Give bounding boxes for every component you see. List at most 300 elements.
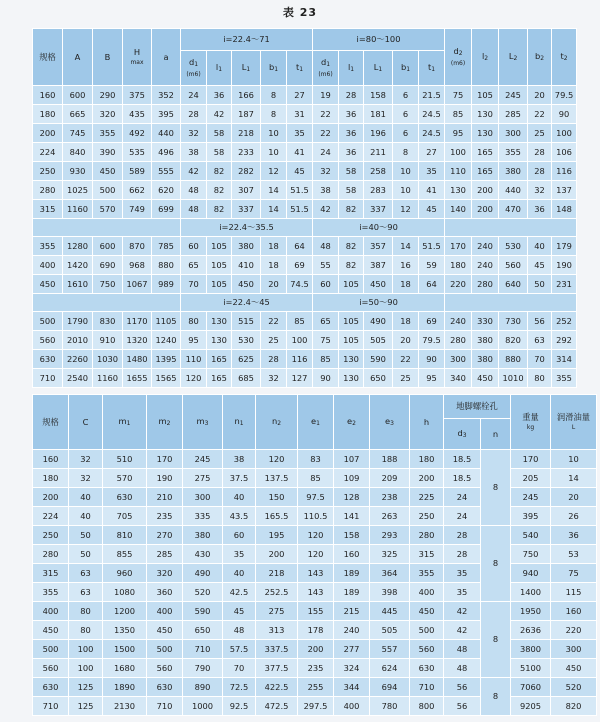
table-cell: 315 <box>33 564 69 583</box>
table-cell: 557 <box>370 640 410 659</box>
table-cell: 989 <box>152 275 181 294</box>
header2-e1: e1 <box>298 395 334 450</box>
table-cell: 380 <box>232 237 261 256</box>
table-cell: 120 <box>181 369 207 388</box>
table-cell: 8 <box>261 105 287 124</box>
table-cell: 32 <box>69 469 103 488</box>
table-cell: 238 <box>370 488 410 507</box>
header2-oil: 润滑油量 L <box>551 395 597 450</box>
table-row <box>33 545 597 564</box>
table-cell: 283 <box>364 181 393 200</box>
table-cell: 710 <box>147 697 183 716</box>
table-cell: 314 <box>552 350 577 369</box>
table-cell: 1610 <box>63 275 93 294</box>
table-cell: 290 <box>93 86 123 105</box>
table-cell: 258 <box>364 162 393 181</box>
table-cell: 960 <box>103 564 147 583</box>
table-cell: 37.5 <box>223 469 256 488</box>
table-cell: 662 <box>123 181 152 200</box>
table-cell: 38 <box>313 181 339 200</box>
table-cell: 75 <box>445 86 472 105</box>
table-cell: 189 <box>334 564 370 583</box>
table-cell: 530 <box>499 237 528 256</box>
table-cell: 58 <box>207 143 232 162</box>
table-cell: 8 <box>261 86 287 105</box>
table-cell: 85 <box>445 105 472 124</box>
table-cell: 1080 <box>103 583 147 602</box>
table-cell: 150 <box>256 488 298 507</box>
table-cell: 178 <box>298 621 334 640</box>
table-cell: 1160 <box>63 200 93 219</box>
table-row <box>33 488 597 507</box>
table-cell: 590 <box>364 350 393 369</box>
table-cell: 492 <box>123 124 152 143</box>
table-cell: 780 <box>370 697 410 716</box>
table-cell: 115 <box>551 583 597 602</box>
table-cell: 515 <box>232 312 261 331</box>
table-cell: 250 <box>33 526 69 545</box>
table-cell: 472.5 <box>256 697 298 716</box>
table-cell: 1200 <box>103 602 147 621</box>
table-cell: 55 <box>313 256 339 275</box>
table-cell: 355 <box>499 143 528 162</box>
table-cell: 24 <box>444 488 481 507</box>
table-cell: 430 <box>183 545 223 564</box>
table-cell: 105 <box>207 237 232 256</box>
table-cell: 750 <box>93 275 123 294</box>
table-cell: 400 <box>334 697 370 716</box>
table-row <box>33 275 577 294</box>
table-cell: 24.5 <box>419 124 445 143</box>
header-A: A <box>63 29 93 86</box>
table-cell: 335 <box>183 507 223 526</box>
table-cell: 210 <box>147 488 183 507</box>
header-L2: L2 <box>499 29 528 86</box>
table-cell: 165 <box>207 369 232 388</box>
table-cell: 1950 <box>511 602 551 621</box>
band-spacer <box>33 294 181 312</box>
table-cell: 355 <box>93 124 123 143</box>
table-cell: 1025 <box>63 181 93 200</box>
table-cell: 56 <box>444 678 481 697</box>
table-cell: 180 <box>410 450 444 469</box>
table-cell: 209 <box>370 469 410 488</box>
table-cell: 520 <box>551 678 597 697</box>
table-cell: 325 <box>370 545 410 564</box>
mounting-table <box>32 394 597 716</box>
table-cell: 35 <box>287 124 313 143</box>
table-cell: 10 <box>261 124 287 143</box>
table-cell: 200 <box>472 200 499 219</box>
table-cell: 85 <box>313 350 339 369</box>
table-cell: 35 <box>419 162 445 181</box>
table-cell: 710 <box>410 678 444 697</box>
table-cell: 344 <box>334 678 370 697</box>
table-cell: 300 <box>183 488 223 507</box>
table-cell: 357 <box>364 237 393 256</box>
table-cell: 395 <box>152 105 181 124</box>
table-cell: 180 <box>33 469 69 488</box>
table-cell: 130 <box>472 124 499 143</box>
table-cell: 245 <box>183 450 223 469</box>
table-cell: 570 <box>103 469 147 488</box>
table-cell: 45 <box>528 256 552 275</box>
table-cell: 820 <box>551 697 597 716</box>
table-cell: 275 <box>256 602 298 621</box>
table-row <box>33 469 597 488</box>
table-cell: 53 <box>551 545 597 564</box>
table-cell: 95 <box>445 124 472 143</box>
table-cell: 500 <box>33 312 63 331</box>
table-cell: 1420 <box>63 256 93 275</box>
table-cell: 560 <box>499 256 528 275</box>
table-cell: 195 <box>256 526 298 545</box>
table-cell: 125 <box>69 678 103 697</box>
table-cell: 181 <box>364 105 393 124</box>
table-cell: 2130 <box>103 697 147 716</box>
table-cell: 275 <box>183 469 223 488</box>
table-cell: 10 <box>393 181 419 200</box>
table-cell: 41 <box>419 181 445 200</box>
table-caption: 表 23 <box>282 6 318 19</box>
table-cell: 63 <box>69 583 103 602</box>
table-cell: 106 <box>552 143 577 162</box>
table-cell: 377.5 <box>256 659 298 678</box>
header-spec: 规格 <box>33 29 63 86</box>
table-cell: 215 <box>334 602 370 621</box>
table-cell: 292 <box>552 331 577 350</box>
table-cell: 25 <box>261 331 287 350</box>
table-cell: 600 <box>63 86 93 105</box>
table-cell: 12 <box>261 162 287 181</box>
table-cell: 1500 <box>103 640 147 659</box>
header-l1: l1 <box>207 51 232 86</box>
table-cell: 6 <box>393 105 419 124</box>
table-cell: 355 <box>33 237 63 256</box>
table-cell: 70 <box>181 275 207 294</box>
table-cell: 12 <box>393 200 419 219</box>
table-cell: 69 <box>287 256 313 275</box>
table-cell: 2260 <box>63 350 93 369</box>
table-cell: 28 <box>444 526 481 545</box>
table-cell: 165.5 <box>256 507 298 526</box>
table-row <box>33 143 577 162</box>
table-cell: 387 <box>364 256 393 275</box>
table-cell: 196 <box>364 124 393 143</box>
table-cell: 41 <box>287 143 313 162</box>
table-cell: 100 <box>287 331 313 350</box>
table-cell: 200 <box>33 488 69 507</box>
table-cell: 105 <box>472 86 499 105</box>
table-cell: 90 <box>419 350 445 369</box>
table-cell: 233 <box>232 143 261 162</box>
table-cell: 56 <box>528 312 552 331</box>
table-cell: 224 <box>33 143 63 162</box>
table-cell: 435 <box>123 105 152 124</box>
header-H: H max <box>123 29 152 86</box>
table-cell: 137.5 <box>256 469 298 488</box>
table-cell: 80 <box>69 621 103 640</box>
table-cell: 650 <box>364 369 393 388</box>
table-cell: 48 <box>444 659 481 678</box>
table-cell: 240 <box>472 237 499 256</box>
table-row <box>33 256 577 275</box>
table-cell: 810 <box>103 526 147 545</box>
table-cell: 27 <box>419 143 445 162</box>
table-cell: 50 <box>69 545 103 564</box>
table-cell: 205 <box>511 469 551 488</box>
table-cell: 410 <box>232 256 261 275</box>
table-cell: 280 <box>33 545 69 564</box>
header2-e3: e3 <box>370 395 410 450</box>
table-cell: 82 <box>339 200 364 219</box>
table-row <box>33 237 577 256</box>
header-group-ratio-1: i=22.4～71 <box>181 29 313 51</box>
table-cell: 36 <box>528 200 552 219</box>
header-d1: d1 (m6) <box>181 51 207 86</box>
table-cell: 158 <box>364 86 393 105</box>
mounting-table-body <box>33 450 597 716</box>
table-cell: 630 <box>103 488 147 507</box>
table-cell: 40 <box>69 507 103 526</box>
header2-bolt-hole: 地脚螺栓孔 <box>444 395 511 419</box>
table-cell: 880 <box>499 350 528 369</box>
table-cell: 105 <box>207 275 232 294</box>
table-cell: 355 <box>552 369 577 388</box>
table-cell: 22 <box>313 124 339 143</box>
table-cell: 130 <box>339 350 364 369</box>
bolt-count-cell: 8 <box>481 526 511 602</box>
table-cell: 890 <box>183 678 223 697</box>
header2-h: h <box>410 395 444 450</box>
table-cell: 92.5 <box>223 697 256 716</box>
table-cell: 95 <box>419 369 445 388</box>
table-cell: 200 <box>298 640 334 659</box>
table-cell: 840 <box>63 143 93 162</box>
table-cell: 42 <box>313 200 339 219</box>
table-cell: 100 <box>69 659 103 678</box>
table-cell: 97.5 <box>298 488 334 507</box>
table-cell: 910 <box>93 331 123 350</box>
table-cell: 105 <box>339 312 364 331</box>
header-a: a <box>152 29 181 86</box>
table-cell: 100 <box>445 143 472 162</box>
table-cell: 130 <box>207 312 232 331</box>
table-cell: 555 <box>152 162 181 181</box>
table-cell: 1890 <box>103 678 147 697</box>
table-row <box>33 621 597 640</box>
header2-e2: e2 <box>334 395 370 450</box>
table-cell: 120 <box>298 526 334 545</box>
table-cell: 630 <box>33 350 63 369</box>
table-cell: 6 <box>393 86 419 105</box>
table-cell: 224 <box>33 507 69 526</box>
table-cell: 170 <box>445 237 472 256</box>
table-row <box>33 602 597 621</box>
table-cell: 200 <box>410 469 444 488</box>
table-cell: 705 <box>103 507 147 526</box>
table-cell: 57.5 <box>223 640 256 659</box>
table-cell: 18 <box>393 312 419 331</box>
table-cell: 100 <box>552 124 577 143</box>
table-cell: 450 <box>410 602 444 621</box>
table-cell: 48 <box>181 181 207 200</box>
table-cell: 625 <box>232 350 261 369</box>
table-cell: 40 <box>223 488 256 507</box>
table-cell: 22 <box>261 312 287 331</box>
table-cell: 14 <box>393 237 419 256</box>
table-cell: 42 <box>181 162 207 181</box>
header-L1-b: L1 <box>364 51 393 86</box>
table-cell: 540 <box>511 526 551 545</box>
table-cell: 120 <box>256 450 298 469</box>
band-spacer-right <box>445 219 577 237</box>
table-cell: 130 <box>472 105 499 124</box>
table-cell: 128 <box>334 488 370 507</box>
band-label-a: i=22.4～45 <box>181 294 313 312</box>
table-cell: 500 <box>33 640 69 659</box>
table-cell: 307 <box>232 181 261 200</box>
table-row <box>33 526 597 545</box>
table-cell: 240 <box>334 621 370 640</box>
table-cell: 26 <box>551 507 597 526</box>
table-cell: 63 <box>528 331 552 350</box>
table-cell: 245 <box>511 488 551 507</box>
table-cell: 74.5 <box>287 275 313 294</box>
table-cell: 60 <box>223 526 256 545</box>
table-cell: 6 <box>393 124 419 143</box>
table-cell: 40 <box>223 564 256 583</box>
table-cell: 1240 <box>152 331 181 350</box>
table-cell: 855 <box>103 545 147 564</box>
table-cell: 1280 <box>63 237 93 256</box>
table-cell: 240 <box>445 312 472 331</box>
table-cell: 25 <box>393 369 419 388</box>
header2-n: n <box>481 419 511 450</box>
table-cell: 280 <box>410 526 444 545</box>
table-cell: 375 <box>123 86 152 105</box>
table-cell: 32 <box>69 450 103 469</box>
table-cell: 51.5 <box>287 200 313 219</box>
table-cell: 36 <box>339 124 364 143</box>
header-B: B <box>93 29 123 86</box>
table-cell: 324 <box>334 659 370 678</box>
table-cell: 127 <box>287 369 313 388</box>
table-cell: 140 <box>445 200 472 219</box>
table-row <box>33 200 577 219</box>
header2-d3: d3 <box>444 419 481 450</box>
table-cell: 20 <box>528 86 552 105</box>
table-cell: 143 <box>298 564 334 583</box>
table-cell: 940 <box>511 564 551 583</box>
table-cell: 445 <box>370 602 410 621</box>
table-row <box>33 697 597 716</box>
table-cell: 165 <box>472 143 499 162</box>
table-cell: 640 <box>499 275 528 294</box>
table-cell: 45 <box>223 602 256 621</box>
table-cell: 1010 <box>499 369 528 388</box>
table-cell: 8 <box>393 143 419 162</box>
table-cell: 710 <box>33 369 63 388</box>
table-cell: 20 <box>393 331 419 350</box>
table-cell: 10 <box>551 450 597 469</box>
table-row <box>33 350 577 369</box>
table-cell: 16 <box>393 256 419 275</box>
table-cell: 220 <box>445 275 472 294</box>
table-cell: 400 <box>410 583 444 602</box>
table-cell: 40 <box>528 237 552 256</box>
table-cell: 180 <box>445 256 472 275</box>
dimension-table <box>32 28 577 388</box>
table-cell: 355 <box>33 583 69 602</box>
table-cell: 58 <box>339 181 364 200</box>
table-cell: 560 <box>410 640 444 659</box>
table-cell: 1655 <box>123 369 152 388</box>
table-cell: 59 <box>419 256 445 275</box>
table-cell: 400 <box>33 256 63 275</box>
table-cell: 398 <box>370 583 410 602</box>
table-cell: 630 <box>147 678 183 697</box>
table-cell: 320 <box>93 105 123 124</box>
table-cell: 730 <box>499 312 528 331</box>
table-cell: 530 <box>232 331 261 350</box>
table-cell: 440 <box>499 181 528 200</box>
table-cell: 250 <box>410 507 444 526</box>
table-row <box>33 369 577 388</box>
table-cell: 235 <box>147 507 183 526</box>
table-cell: 166 <box>232 86 261 105</box>
table-cell: 235 <box>298 659 334 678</box>
table-cell: 560 <box>33 331 63 350</box>
table-row <box>33 181 577 200</box>
table-cell: 82 <box>339 256 364 275</box>
table-cell: 58 <box>207 124 232 143</box>
table-cell: 870 <box>123 237 152 256</box>
table-cell: 1067 <box>123 275 152 294</box>
table-cell: 535 <box>123 143 152 162</box>
table-cell: 218 <box>256 564 298 583</box>
table-cell: 255 <box>298 678 334 697</box>
band-spacer-right <box>445 294 577 312</box>
table-cell: 450 <box>93 162 123 181</box>
table-cell: 352 <box>152 86 181 105</box>
header-t1: t1 <box>287 51 313 86</box>
table-cell: 252.5 <box>256 583 298 602</box>
table-cell: 141 <box>334 507 370 526</box>
table-cell: 42 <box>444 621 481 640</box>
table-cell: 40 <box>69 488 103 507</box>
table-cell: 5100 <box>511 659 551 678</box>
table-cell: 160 <box>33 86 63 105</box>
bolt-count-cell: 8 <box>481 678 511 716</box>
table-row <box>33 105 577 124</box>
header-L1: L1 <box>232 51 261 86</box>
table-cell: 56 <box>444 697 481 716</box>
table-cell: 22 <box>528 105 552 124</box>
table-cell: 450 <box>147 621 183 640</box>
table-cell: 694 <box>370 678 410 697</box>
table-cell: 450 <box>232 275 261 294</box>
header-b1-b: b1 <box>393 51 419 86</box>
header2-m2: m2 <box>147 395 183 450</box>
table-cell: 490 <box>183 564 223 583</box>
table-cell: 315 <box>33 200 63 219</box>
table-cell: 27 <box>287 86 313 105</box>
ratio-band-row <box>33 294 577 312</box>
table-cell: 28 <box>444 545 481 564</box>
table-cell: 105 <box>339 275 364 294</box>
table-cell: 18 <box>261 237 287 256</box>
